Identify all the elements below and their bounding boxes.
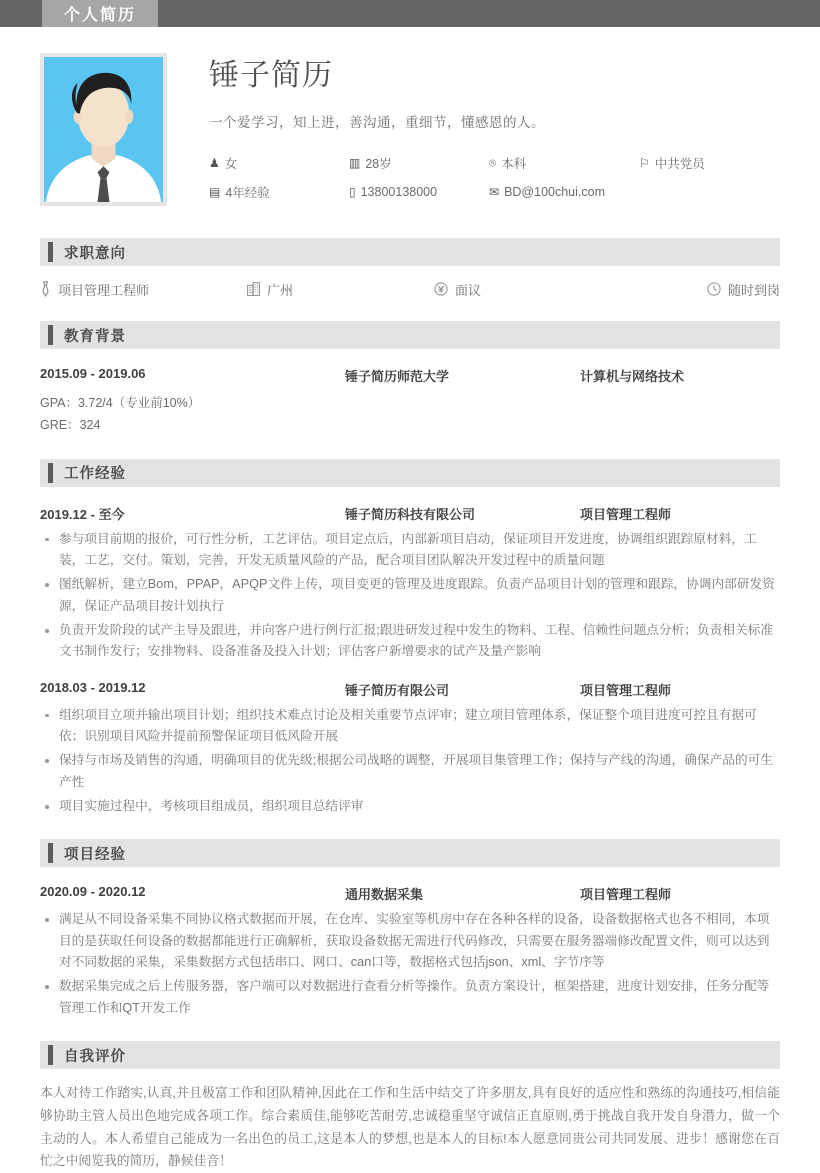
section-header-education — [40, 321, 780, 349]
work-entry — [40, 504, 780, 663]
list-item: 负责开发阶段的试产主导及跟进，并向客户进行例行汇报;跟进研发过程中发生的物料、工程、信赖性问题点分析；负责相关标准文书制作发行；安排物料、设备准备及投入计划；评估客户新增要求的试产及量产影响 — [40, 620, 780, 663]
education-cap-icon: ⌾ — [489, 156, 497, 170]
self-evaluation-text: 本人对待工作踏实,认真,并且极富工作和团队精神,因此在工作和生活中结交了许多朋友,具有良好的适应性和熟练的沟通技巧,相信能够协助主管人员出色地完成各项工作。综合素质佳,能够吃苦耐劳,忠诚稳重坚守诚信正直原则,勇于挑战自我开发自身潜力，做一个主动的人。本人希望自己能成为一名出色的员工,这是本人的梦想,也是本人的目标!本人愿意同贵公司共同发展、进步！感谢您在百忙之中阅览我的简历，静候佳音！ — [40, 1085, 780, 1169]
fact-political-status — [639, 154, 780, 172]
fact-gender-value: 女 — [224, 157, 238, 171]
intention-row — [40, 280, 780, 299]
project-entry-head — [40, 884, 780, 903]
top-bar — [0, 0, 820, 27]
fact-age-value: 28岁 — [365, 157, 392, 171]
education-details — [40, 393, 780, 437]
section-header-intention — [40, 238, 780, 266]
section-title-education: 教育背景 — [64, 328, 126, 345]
work-entry-head — [40, 504, 780, 523]
fact-phone — [349, 183, 489, 201]
list-item: 图纸解析，建立Bom，PPAP，APQP文件上传，项目变更的管理及进度跟踪。负责产品项目计划的管理和跟踪，协调内部研发资源，保证产品项目按计划执行 — [40, 574, 780, 617]
calendar-icon: ▥ — [349, 156, 361, 170]
avatar — [40, 53, 167, 206]
work-period: 2019.12 - 至今 — [40, 506, 125, 522]
education-entry — [40, 366, 780, 437]
project-name: 通用数据采集 — [345, 887, 424, 903]
yen-circle-icon — [434, 282, 448, 298]
project-period: 2020.09 - 2020.12 — [40, 884, 146, 900]
building-icon — [247, 282, 260, 298]
intention-availability — [595, 280, 780, 299]
clock-icon — [707, 282, 721, 298]
project-entry — [40, 884, 780, 1019]
work-bullets — [40, 705, 780, 818]
work-entry-head — [40, 680, 780, 699]
fact-experience-value: 4年经验 — [225, 186, 270, 200]
section-title-intention: 求职意向 — [64, 245, 126, 262]
project-role: 项目管理工程师 — [580, 887, 672, 903]
fact-education-value: 本科 — [501, 157, 527, 171]
avatar-illustration-icon — [44, 57, 163, 202]
section-title-project: 项目经验 — [64, 846, 126, 863]
intention-availability-value: 随时到岗 — [727, 283, 780, 298]
intention-position — [40, 280, 225, 299]
section-accent-bar — [48, 242, 53, 262]
fact-experience — [209, 183, 349, 201]
intention-city-value: 广州 — [267, 283, 294, 298]
education-gpa: GPA：3.72/4（专业前10%） — [40, 396, 201, 410]
work-role: 项目管理工程师 — [580, 682, 672, 698]
work-company: 锤子简历科技有限公司 — [345, 506, 476, 522]
phone-icon: ▯ — [349, 185, 356, 199]
fact-political-status-value: 中共党员 — [654, 157, 705, 171]
fact-phone-value: 13800138000 — [360, 185, 438, 199]
fact-email — [489, 183, 639, 201]
education-gre: GRE：324 — [40, 417, 101, 432]
education-entry-head — [40, 366, 780, 385]
gender-icon: ♟ — [209, 156, 220, 170]
section-accent-bar — [48, 843, 53, 863]
section-title-work: 工作经验 — [64, 466, 126, 483]
section-header-self-evaluation — [40, 1041, 780, 1069]
section-accent-bar — [48, 463, 53, 483]
section-accent-bar — [48, 1045, 53, 1065]
work-bullets — [40, 529, 780, 663]
work-role: 项目管理工程师 — [580, 506, 672, 522]
email-icon: ✉ — [489, 185, 500, 199]
education-major: 计算机与网络技术 — [580, 369, 685, 384]
candidate-tagline: 一个爱学习，知上进，善沟通，重细节，懂感恩的人。 — [209, 115, 545, 130]
candidate-name: 锤子简历 — [209, 59, 333, 92]
section-header-project — [40, 839, 780, 867]
profile-facts — [209, 154, 780, 201]
list-item: 项目实施过程中，考核项目组成员，组织项目总结评审 — [40, 796, 780, 817]
resume-title-tab: 个人简历 — [42, 0, 158, 27]
intention-salary — [410, 280, 595, 299]
fact-email-value: BD@100chui.com — [504, 185, 605, 199]
tie-icon — [40, 281, 51, 299]
fact-gender — [209, 154, 349, 172]
list-item: 组织项目立项并输出项目计划；组织技术难点讨论及相关重要节点评审；建立项目管理体系，保证整个项目进度可控且有据可依；识别项目风险并提前预警保证项目低风险开展 — [40, 705, 780, 748]
profile-details — [167, 53, 780, 206]
list-item: 保持与市场及销售的沟通，明确项目的优先级;根据公司战略的调整，开展项目集管理工作；保持与产线的沟通，确保产品的可生产性 — [40, 750, 780, 793]
list-item: 满足从不同设备采集不同协议格式数据而开展，在仓库、实验室等机房中存在各种各样的设备，设备数据格式也各不相同，本项目的是获取任何设备的数据都能进行正确解析，获取设备数据无需进行代码修改，只需要在服务器端修改配置文件，则可以达到对不同数据的采集，采集数据方式包括串口、网口、can口等，数据格式包括json、xml、字节序等 — [40, 909, 780, 973]
education-period: 2015.09 - 2019.06 — [40, 366, 146, 381]
list-item: 参与项目前期的报价，可行性分析，工艺评估。项目定点后，内部新项目启动，保证项目开发进度，协调组织跟踪原材料，工装，工艺，交付。策划，完善，开发无质量风险的产品，配合项目团队解决开发过程中的质量问题 — [40, 529, 780, 572]
project-bullets — [40, 909, 780, 1019]
work-period: 2018.03 - 2019.12 — [40, 679, 146, 695]
profile-header — [40, 27, 780, 216]
section-header-work — [40, 459, 780, 487]
section-accent-bar — [48, 325, 53, 345]
work-company: 锤子简历有限公司 — [345, 682, 450, 698]
intention-salary-value: 面议 — [455, 283, 482, 298]
party-member-icon: ⚐ — [639, 156, 650, 170]
work-entry — [40, 680, 780, 818]
list-item: 数据采集完成之后上传服务器，客户端可以对数据进行查看分析等操作。负责方案设计，框架搭建，进度计划安排，任务分配等管理工作和QT开发工作 — [40, 976, 780, 1019]
intention-position-value: 项目管理工程师 — [58, 283, 150, 298]
education-school: 锤子简历师范大学 — [345, 369, 450, 384]
section-title-self-evaluation: 自我评价 — [64, 1048, 126, 1065]
fact-age — [349, 154, 489, 172]
resume-page — [0, 27, 820, 1173]
experience-doc-icon: ▤ — [209, 185, 221, 199]
fact-education — [489, 154, 639, 172]
intention-city — [225, 280, 410, 299]
top-bar-left-spacer — [0, 0, 42, 27]
